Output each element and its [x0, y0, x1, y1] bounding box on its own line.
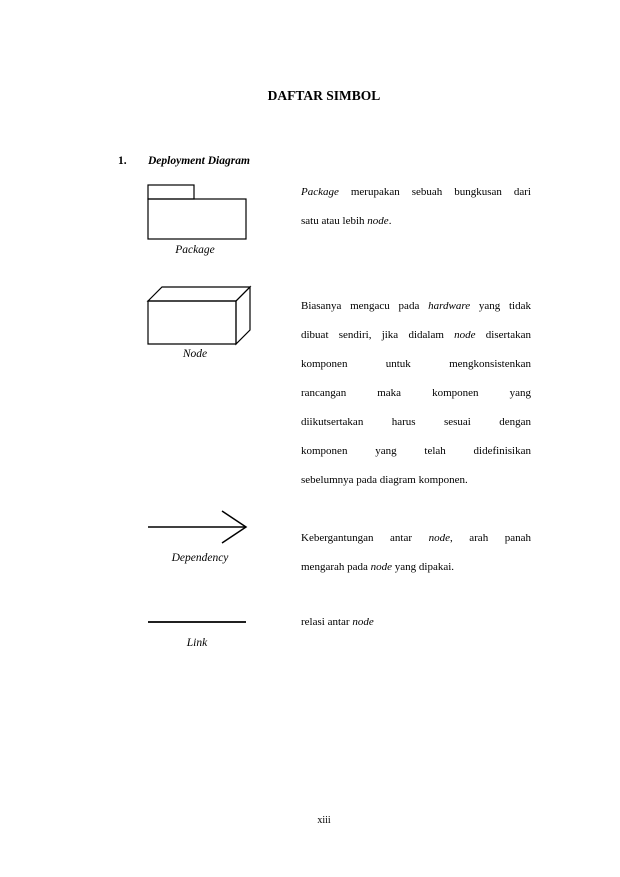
- text-run: diikutsertakan harus sesuai dengan: [301, 416, 531, 428]
- description-line: [301, 466, 531, 495]
- node-icon: [146, 285, 254, 347]
- description-line: [301, 608, 531, 637]
- text-run: disertakan: [475, 329, 531, 341]
- node-description: [301, 292, 531, 495]
- description-line: [301, 379, 531, 408]
- text-run: komponen yang telah didefinisikan: [301, 445, 531, 457]
- dependency-caption: Dependency: [171, 552, 229, 564]
- text-run: relasi antar: [301, 616, 353, 628]
- text-run: rancangan maka komponen yang: [301, 387, 531, 399]
- package-description: [301, 178, 531, 236]
- description-line: [301, 178, 531, 207]
- italic-term: node: [352, 616, 374, 628]
- node-caption: Node: [182, 348, 208, 360]
- description-line: [301, 553, 531, 582]
- description-line: [301, 207, 531, 236]
- text-run: sebelumnya pada diagram komponen.: [301, 474, 468, 486]
- description-line: [301, 321, 531, 350]
- text-run: , arah panah: [449, 532, 531, 544]
- package-icon: [146, 183, 248, 241]
- text-run: Biasanya mengacu pada: [301, 300, 429, 312]
- section-title: Deployment Diagram: [148, 155, 250, 167]
- text-run: yang dipakai.: [392, 561, 455, 573]
- italic-term: hardware: [428, 300, 471, 312]
- page-title: DAFTAR SIMBOL: [267, 88, 381, 103]
- text-run: satu atau lebih: [301, 215, 368, 227]
- description-line: [301, 292, 531, 321]
- link-caption: Link: [186, 637, 208, 649]
- package-caption: Package: [175, 244, 215, 256]
- text-run: mengarah pada: [301, 561, 371, 573]
- section-number: 1.: [118, 155, 127, 167]
- description-line: [301, 350, 531, 379]
- italic-term: node: [454, 329, 476, 341]
- text-run: dibuat sendiri, jika didalam: [301, 329, 455, 341]
- italic-term: node: [428, 532, 450, 544]
- italic-term: Package: [301, 186, 339, 198]
- italic-term: node: [367, 215, 389, 227]
- text-run: Kebergantungan antar: [301, 532, 429, 544]
- text-run: yang tidak: [470, 300, 531, 312]
- link-line-icon: [146, 618, 248, 626]
- description-line: [301, 437, 531, 466]
- description-line: [301, 524, 531, 553]
- text-run: merupakan sebuah bungkusan dari: [338, 186, 531, 198]
- description-line: [301, 408, 531, 437]
- italic-term: node: [370, 561, 393, 573]
- text-run: .: [388, 215, 392, 227]
- text-run: komponen untuk mengkonsistenkan: [301, 358, 531, 370]
- link-description: [301, 608, 531, 637]
- dependency-arrow-icon: [146, 509, 250, 545]
- page-number: xiii: [317, 815, 331, 826]
- dependency-description: [301, 524, 531, 582]
